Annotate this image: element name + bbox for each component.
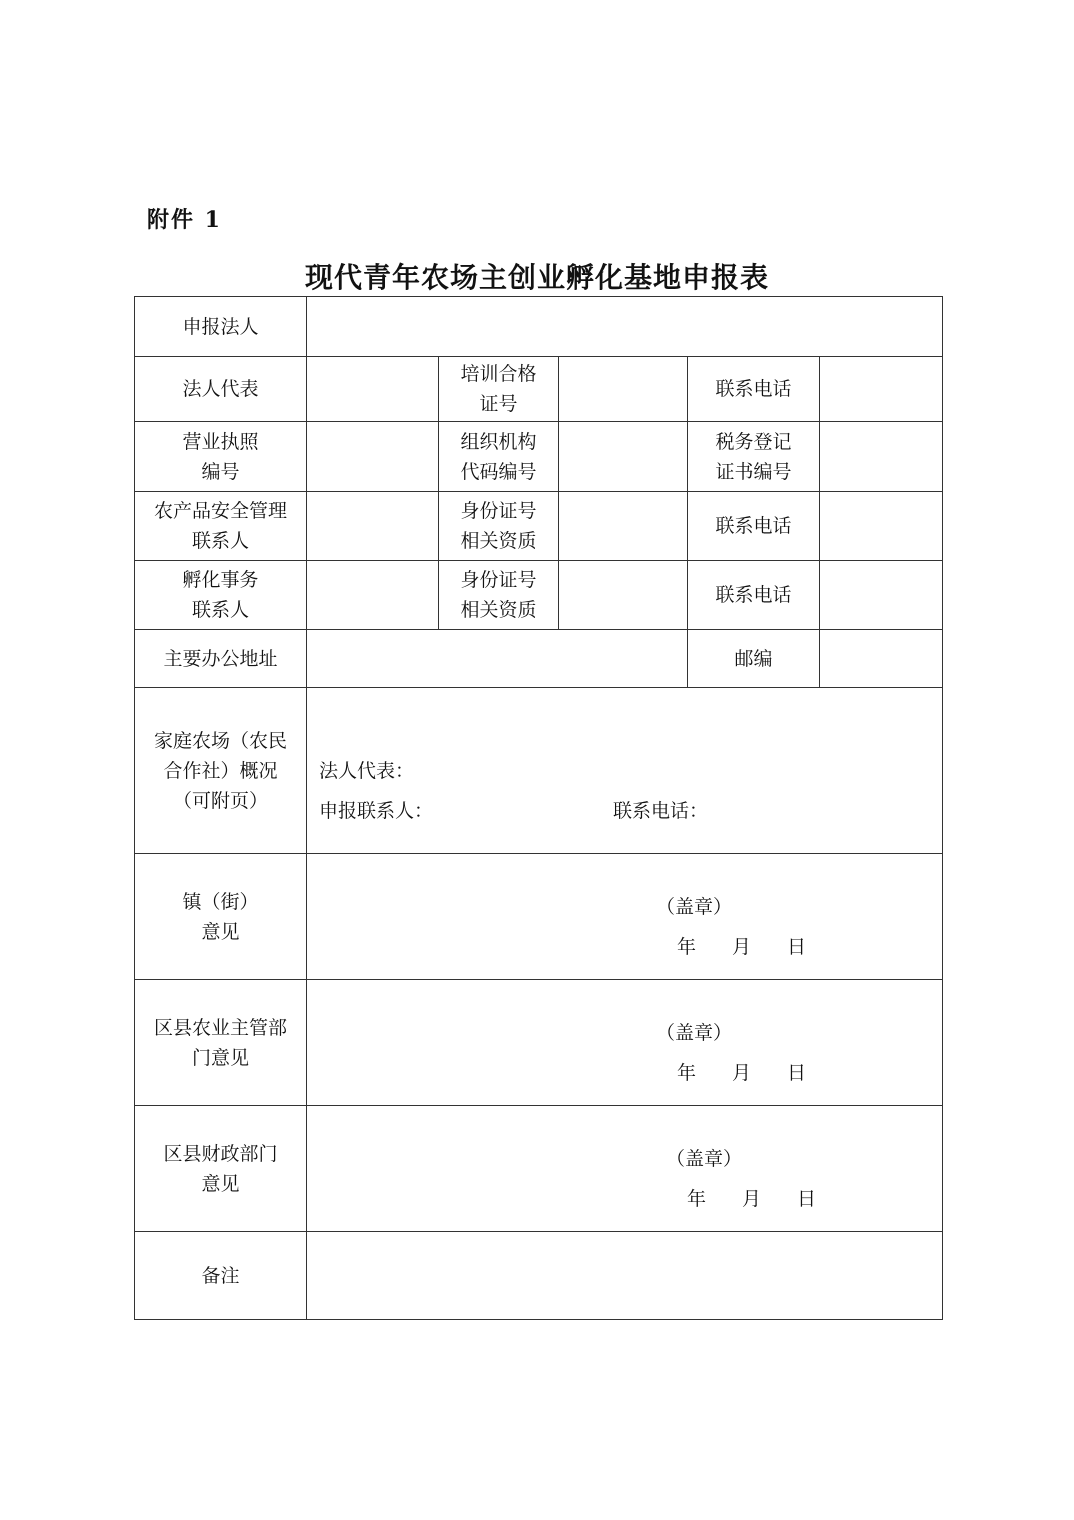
overview-label: 家庭农场（农民 合作社）概况 （可附页） [135,688,307,854]
overview-phone-label: 联系电话： [613,799,709,822]
incubation-id-field[interactable] [559,561,688,630]
incubation-contact-field[interactable] [307,561,439,630]
application-form-table [134,296,943,1320]
safety-contact-label: 农产品安全管理 联系人 [135,492,307,561]
applicant-field[interactable] [307,297,943,357]
county-finance-seal: （盖章） [666,1147,743,1170]
training-cert-field[interactable] [559,357,688,422]
town-opinion-label: 镇（街） 意见 [135,854,307,980]
address-field[interactable] [307,630,688,688]
postcode-field[interactable] [820,630,943,688]
legal-rep-label: 法人代表 [135,357,307,422]
safety-phone-field[interactable] [820,492,943,561]
overview-field[interactable] [307,688,943,854]
tax-field[interactable] [820,422,943,492]
training-cert-label: 培训合格 证号 [439,357,559,422]
safety-phone-label: 联系电话 [688,492,820,561]
county-agri-date: 年 月 日 [677,1061,807,1084]
county-finance-opinion-label: 区县财政部门 意见 [135,1106,307,1232]
incubation-phone-field[interactable] [820,561,943,630]
town-seal: （盖章） [656,895,733,918]
county-finance-opinion-field[interactable] [307,1106,943,1232]
address-label: 主要办公地址 [135,630,307,688]
safety-id-field[interactable] [559,492,688,561]
safety-contact-field[interactable] [307,492,439,561]
county-agri-opinion-field[interactable] [307,980,943,1106]
remarks-label: 备注 [135,1232,307,1320]
postcode-label: 邮编 [688,630,820,688]
tax-label: 税务登记 证书编号 [688,422,820,492]
form-title: 现代青年农场主创业孵化基地申报表 [304,261,769,294]
remarks-field[interactable] [307,1232,943,1320]
town-opinion-field[interactable] [307,854,943,980]
county-agri-seal: （盖章） [656,1021,733,1044]
overview-contact-label: 申报联系人： [319,799,434,822]
license-label: 营业执照 编号 [135,422,307,492]
org-code-label: 组织机构 代码编号 [439,422,559,492]
overview-legal-rep-label: 法人代表： [319,759,415,782]
phone-label: 联系电话 [688,357,820,422]
license-field[interactable] [307,422,439,492]
legal-rep-field[interactable] [307,357,439,422]
attachment-label: 附件 1 [147,207,222,233]
county-agri-opinion-label: 区县农业主管部 门意见 [135,980,307,1106]
incubation-id-label: 身份证号 相关资质 [439,561,559,630]
town-date: 年 月 日 [677,935,807,958]
incubation-contact-label: 孵化事务 联系人 [135,561,307,630]
org-code-field[interactable] [559,422,688,492]
incubation-phone-label: 联系电话 [688,561,820,630]
safety-id-label: 身份证号 相关资质 [439,492,559,561]
applicant-label: 申报法人 [135,297,307,357]
county-finance-date: 年 月 日 [687,1187,817,1210]
phone-field[interactable] [820,357,943,422]
